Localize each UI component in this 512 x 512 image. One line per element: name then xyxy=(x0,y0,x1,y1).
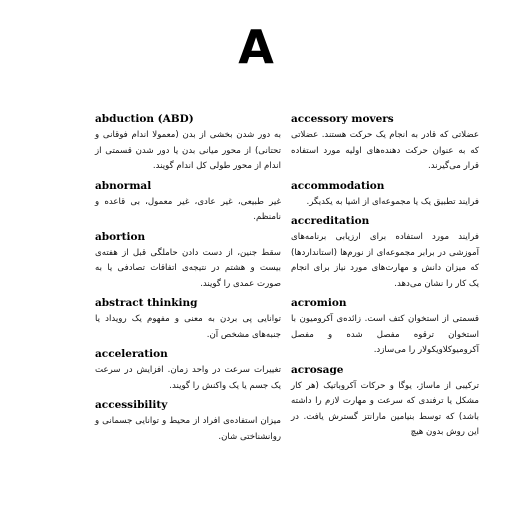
entry-definition: فرایند تطبیق یک یا مجموعه‌ای از اشیا به یکدیگر. xyxy=(306,196,479,207)
entry-definition: تغییرات سرعت در واحد زمان. افزایش در سرعت یک جسم یا یک واکنش را گویند. xyxy=(95,365,281,391)
entry-accessory-movers xyxy=(291,112,479,175)
entry-accreditation xyxy=(291,214,479,292)
entry-definition: قسمتی از استخوان کتف است. زائده‌ی آکرومیون با استخوان ترقوه مفصل شده و مفصل آکرومیوکلاویکولار را می‌سازد. xyxy=(291,314,479,355)
entry-accommodation xyxy=(291,179,479,211)
entry-definition: ترکیبی از ماساژ، یوگا و حرکات آکروباتیک (هر کار مشکل یا ترفندی که سرعت و مهارت لازم را داشته باشد) که توسط بنیامین مارانتز گسترش یافت. در این روش بدون هیچ xyxy=(291,380,479,437)
section-letter: A xyxy=(238,20,274,74)
entry-term: accreditation xyxy=(291,215,370,227)
right-column xyxy=(291,112,479,445)
entry-term: accommodation xyxy=(291,179,385,192)
entry-term: acceleration xyxy=(95,348,168,360)
entry-acromion xyxy=(291,296,479,359)
entry-term: accessibility xyxy=(95,399,168,411)
entry-acceleration xyxy=(95,347,281,394)
left-column xyxy=(95,112,281,449)
entry-abstract-thinking xyxy=(95,296,281,343)
entry-abortion xyxy=(95,230,281,293)
entry-term: accessory movers xyxy=(291,113,394,125)
entry-abnormal xyxy=(95,179,281,226)
entry-term: abortion xyxy=(95,230,146,243)
entry-acrosage xyxy=(291,363,479,441)
entry-accessibility xyxy=(95,398,281,445)
entry-term: acrosage xyxy=(291,363,344,376)
entry-definition: غیر طبیعی، غیر عادی، غیر معمول، بی قاعده و نامنظم. xyxy=(95,196,281,222)
entry-definition: به دور شدن بخشی از بدن (معمولا اندام فوقانی و تحتانی) از محور میانی بدن یا دور شدن قسمتی از اندام از محور طولی کل اندام گویند. xyxy=(95,130,281,171)
entry-term: abduction (ABD) xyxy=(95,113,194,125)
entry-definition: توانایی پی بردن به معنی و مفهوم یک رویداد یا جنبه‌های مشخص آن. xyxy=(95,314,281,340)
entry-term: acromion xyxy=(291,297,347,309)
entry-definition: عضلاتی که قادر به انجام یک حرکت هستند. عضلاتی که به عنوان حرکت دهنده‌های اولیه مورد استفاده قرار می‌گیرند. xyxy=(291,130,479,171)
entry-abduction xyxy=(95,112,281,175)
entry-definition: میزان استفاده‌ی افراد از محیط و توانایی جسمانی و روانشناختی شان. xyxy=(95,416,281,442)
entry-term: abnormal xyxy=(95,179,152,192)
entry-definition: فرایند مورد استفاده برای ارزیابی برنامه‌های آموزشی در برابر مجموعه‌ای از نورم‌ها (استانداردها) که میزان دانش و مهارت‌های مورد نیاز برای انجام یک کار را نشان می‌دهد. xyxy=(291,232,479,289)
entry-term: abstract thinking xyxy=(95,297,198,309)
entry-definition: سقط جنین، از دست دادن حاملگی قبل از هفته‌ی بیست و هشتم در نتیجه‌ی اتفاقات تصادفی یا به صورت عمدی را گویند. xyxy=(95,247,281,289)
